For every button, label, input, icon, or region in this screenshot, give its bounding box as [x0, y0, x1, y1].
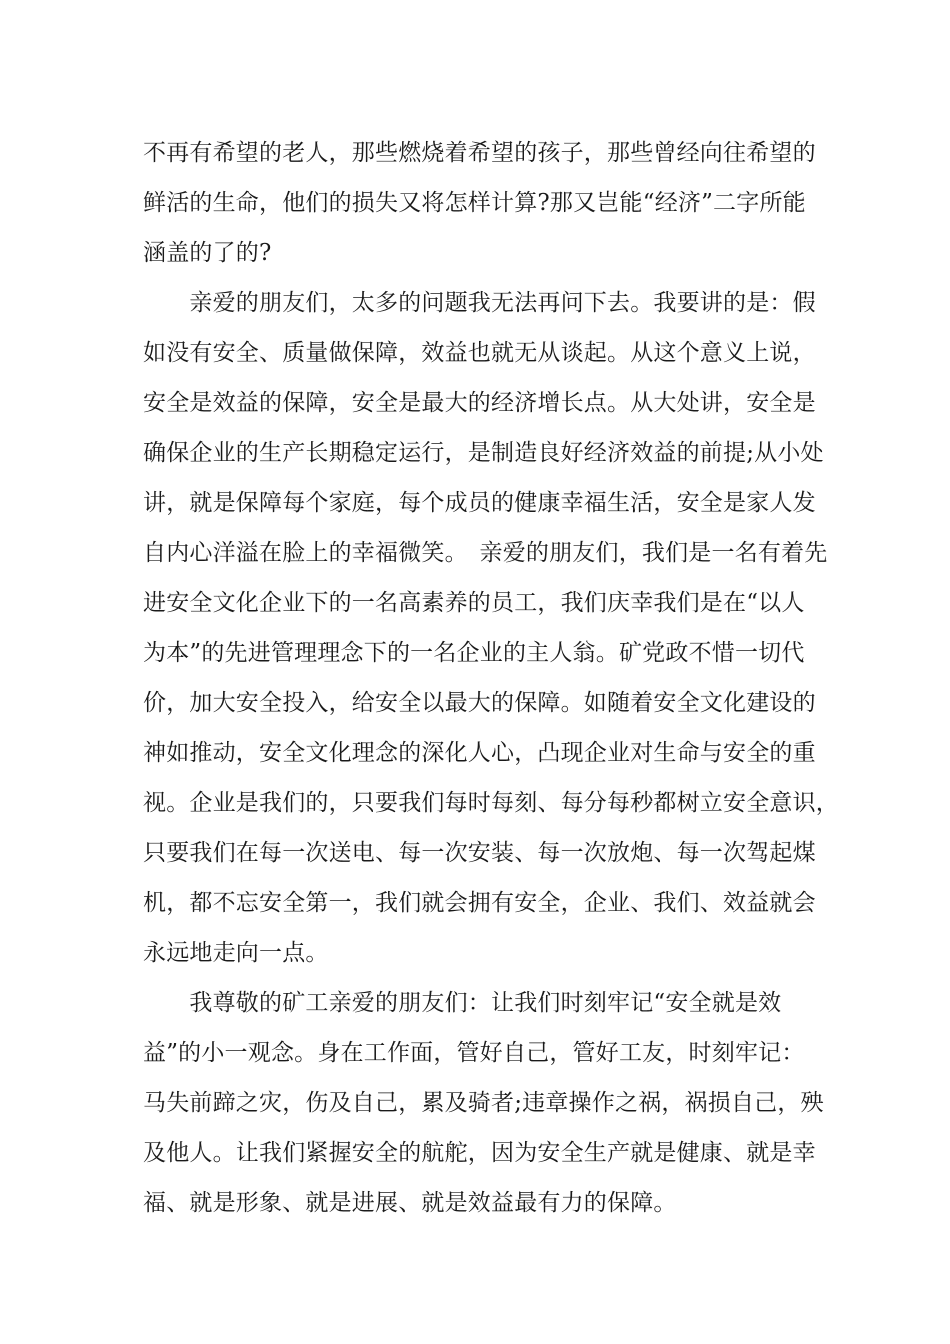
- text-line: 视。企业是我们的，只要我们每时每刻、每分每秒都树立安全意识，: [143, 790, 839, 816]
- text-line: 我尊敬的矿工亲爱的朋友们：让我们时刻牢记“安全就是效: [143, 990, 782, 1016]
- text-line: 如没有安全、质量做保障，效益也就无从谈起。从这个意义上说，: [143, 340, 816, 366]
- text-line: 自内心洋溢在脸上的幸福微笑。 亲爱的朋友们，我们是一名有着先: [143, 540, 828, 566]
- text-line: 益”的小一观念。身在工作面，管好自己，管好工友，时刻牢记：: [143, 1040, 805, 1066]
- text-line: 机，都不忘安全第一，我们就会拥有安全，企业、我们、效益就会: [143, 890, 816, 916]
- text-line: 价，加大安全投入，给安全以最大的保障。如随着安全文化建设的: [143, 690, 816, 716]
- text-line: 永远地走向一点。: [143, 940, 329, 966]
- text-line: 进安全文化企业下的一名高素养的员工，我们庆幸我们是在“以人: [143, 590, 805, 616]
- text-line: 马失前蹄之灾，伤及自己，累及骑者;违章操作之祸，祸损自己，殃: [143, 1090, 824, 1116]
- text-line: 鲜活的生命，他们的损失又将怎样计算?那又岂能“经济”二字所能: [143, 190, 806, 216]
- paragraph-2: [143, 278, 839, 978]
- paragraph-1: [143, 128, 823, 278]
- document-body: [143, 128, 839, 1228]
- text-line: 亲爱的朋友们，太多的问题我无法再问下去。我要讲的是：假: [143, 290, 816, 316]
- text-line: 为本”的先进管理理念下的一名企业的主人翁。矿党政不惜一切代: [143, 640, 805, 666]
- text-line: 涵盖的了的?: [143, 240, 272, 266]
- text-line: 确保企业的生产长期稳定运行，是制造良好经济效益的前提;从小处: [143, 440, 824, 466]
- text-line: 神如推动，安全文化理念的深化人心，凸现企业对生命与安全的重: [143, 740, 816, 766]
- paragraph-3: [143, 978, 823, 1228]
- text-line: 讲，就是保障每个家庭，每个成员的健康幸福生活，安全是家人发: [143, 490, 816, 516]
- text-line: 福、就是形象、就是进展、就是效益最有力的保障。: [143, 1190, 677, 1216]
- text-line: 安全是效益的保障，安全是最大的经济增长点。从大处讲，安全是: [143, 390, 816, 416]
- text-line: 及他人。让我们紧握安全的航舵，因为安全生产就是健康、就是幸: [143, 1140, 816, 1166]
- text-line: 不再有希望的老人，那些燃烧着希望的孩子，那些曾经向往希望的: [143, 140, 816, 166]
- text-line: 只要我们在每一次送电、每一次安装、每一次放炮、每一次驾起煤: [143, 840, 816, 866]
